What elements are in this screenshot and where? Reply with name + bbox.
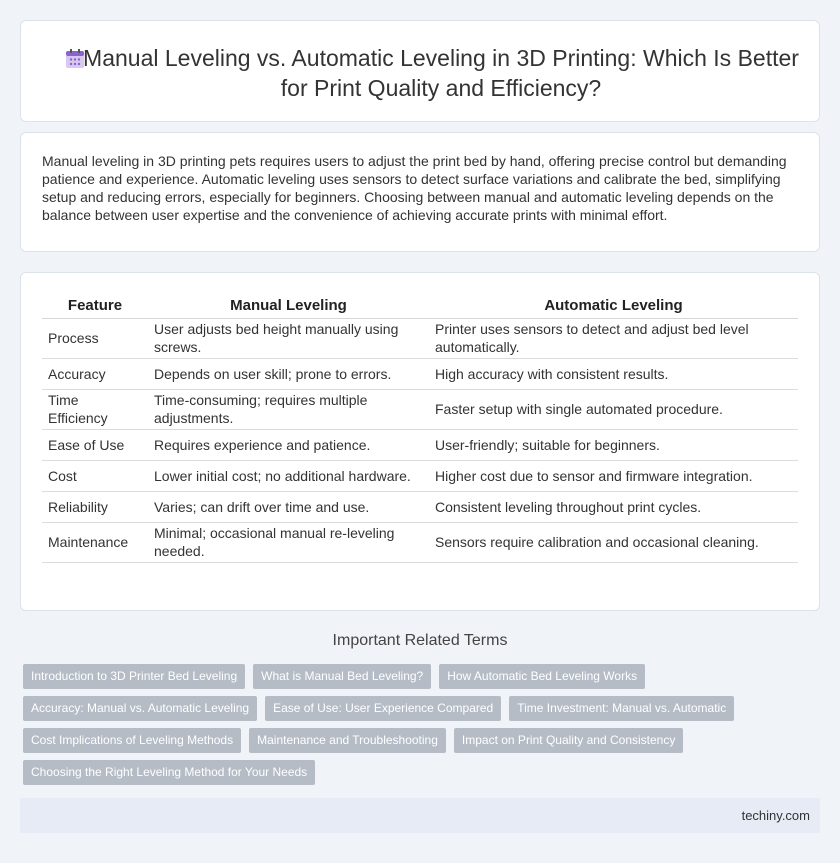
column-header-manual: Manual Leveling: [148, 296, 429, 318]
manual-cell: Minimal; occasional manual re-leveling needed.: [148, 522, 429, 562]
term-tag[interactable]: Maintenance and Troubleshooting: [249, 728, 446, 753]
column-header-automatic: Automatic Leveling: [429, 296, 798, 318]
term-tag[interactable]: Impact on Print Quality and Consistency: [454, 728, 683, 753]
automatic-cell: Printer uses sensors to detect and adjust bed level automatically.: [429, 318, 798, 358]
table-row: [42, 358, 798, 389]
automatic-cell: User-friendly; suitable for beginners.: [429, 429, 798, 460]
term-tag[interactable]: Ease of Use: User Experience Compared: [265, 696, 501, 721]
table-row: [42, 318, 798, 358]
manual-cell: Depends on user skill; prone to errors.: [148, 358, 429, 389]
feature-cell: Ease of Use: [42, 429, 148, 460]
automatic-cell: Faster setup with single automated procedure.: [429, 389, 798, 429]
automatic-cell: Higher cost due to sensor and firmware integration.: [429, 460, 798, 491]
manual-cell: Varies; can drift over time and use.: [148, 491, 429, 522]
term-tag[interactable]: Choosing the Right Leveling Method for Your Needs: [23, 760, 315, 785]
manual-cell: User adjusts bed height manually using screws.: [148, 318, 429, 358]
table-row: [42, 491, 798, 522]
term-tag[interactable]: Accuracy: Manual vs. Automatic Leveling: [23, 696, 257, 721]
term-tag[interactable]: How Automatic Bed Leveling Works: [439, 664, 645, 689]
term-tag[interactable]: Introduction to 3D Printer Bed Leveling: [23, 664, 245, 689]
table-row: [42, 389, 798, 429]
table-header-row: [42, 296, 798, 318]
term-tag[interactable]: Cost Implications of Leveling Methods: [23, 728, 241, 753]
header-card: [20, 20, 820, 122]
column-header-feature: Feature: [42, 296, 148, 318]
intro-card: [20, 132, 820, 252]
page-title: Manual Leveling vs. Automatic Leveling in 3D Printing: Which Is Better for Print Quality and Efficiency?: [83, 45, 799, 101]
automatic-cell: Sensors require calibration and occasional cleaning.: [429, 522, 798, 562]
feature-cell: Maintenance: [42, 522, 148, 562]
table-row: [42, 522, 798, 562]
feature-cell: Reliability: [42, 491, 148, 522]
feature-cell: Accuracy: [42, 358, 148, 389]
intro-paragraph: Manual leveling in 3D printing pets requires users to adjust the print bed by hand, offering precise control but demanding patience and experience. Automatic leveling uses sensors to detect surface variations and calibrate the bed, simplifying setup and reducing errors, especially for beginners. Choosing between manual and automatic leveling depends on the balance between user expertise and the convenience of achieving accurate prints with minimal effort.: [42, 153, 787, 223]
feature-cell: Process: [42, 318, 148, 358]
comparison-table: [42, 296, 798, 563]
footer-brand-link[interactable]: techiny.com: [741, 808, 810, 823]
manual-cell: Requires experience and patience.: [148, 429, 429, 460]
feature-cell: Time Efficiency: [42, 389, 148, 429]
related-terms-list: [23, 664, 813, 792]
manual-cell: Time-consuming; requires multiple adjustments.: [148, 389, 429, 429]
table-row: [42, 460, 798, 491]
table-row: [42, 429, 798, 460]
related-terms-heading: Important Related Terms: [332, 632, 508, 649]
term-tag[interactable]: Time Investment: Manual vs. Automatic: [509, 696, 734, 721]
feature-cell: Cost: [42, 460, 148, 491]
manual-cell: Lower initial cost; no additional hardware.: [148, 460, 429, 491]
automatic-cell: High accuracy with consistent results.: [429, 358, 798, 389]
comparison-table-card: [20, 272, 820, 611]
footer: [20, 798, 820, 833]
automatic-cell: Consistent leveling throughout print cycles.: [429, 491, 798, 522]
term-tag[interactable]: What is Manual Bed Leveling?: [253, 664, 431, 689]
